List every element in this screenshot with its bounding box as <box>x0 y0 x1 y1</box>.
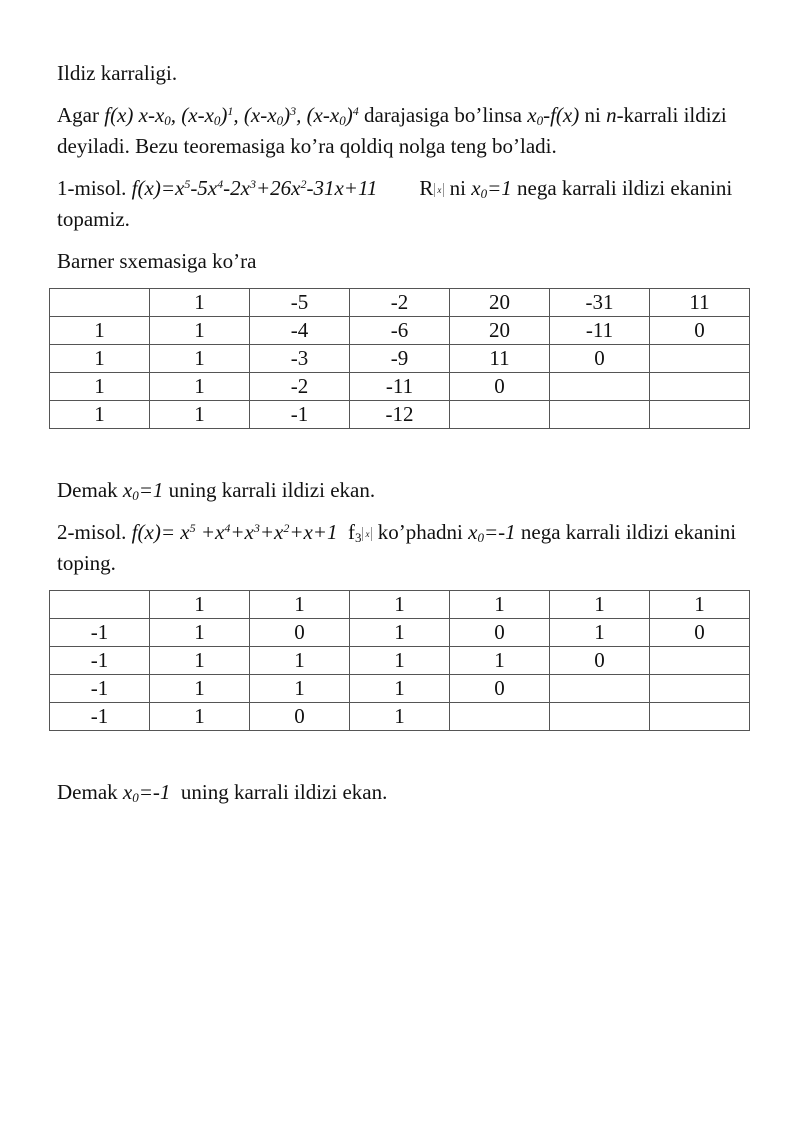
table-row <box>50 401 750 429</box>
table-cell <box>650 703 750 731</box>
table-cell: -2 <box>250 373 350 401</box>
table-cell: 20 <box>450 317 550 345</box>
table-cell: 20 <box>450 289 550 317</box>
table-cell: -1 <box>50 675 150 703</box>
table-cell: -1 <box>250 401 350 429</box>
document-page <box>57 58 757 819</box>
table-cell: -4 <box>250 317 350 345</box>
table-cell <box>650 401 750 429</box>
table-cell <box>550 373 650 401</box>
table-cell: 1 <box>150 675 250 703</box>
table-cell: 0 <box>450 619 550 647</box>
table-cell: -3 <box>250 345 350 373</box>
barner-caption: Barner sxemasiga ko’ra <box>57 249 257 273</box>
table-row <box>50 647 750 675</box>
table-cell: 1 <box>50 345 150 373</box>
table-cell: -9 <box>350 345 450 373</box>
table-cell: -6 <box>350 317 450 345</box>
example1-statement: 1-misol. $f(x)=x^5-5x^4-2x^3+26x^2-31x+11$ R x ni $x_0=1$ nega karrali ildizi ekanini topamiz. <box>57 176 733 231</box>
table-cell <box>650 647 750 675</box>
table-cell: -1 <box>50 703 150 731</box>
table-row <box>50 703 750 731</box>
table-cell <box>650 675 750 703</box>
table-cell: -11 <box>550 317 650 345</box>
table-row <box>50 619 750 647</box>
table-cell: 1 <box>450 591 550 619</box>
table-cell: 0 <box>450 675 550 703</box>
table-cell: 1 <box>150 345 250 373</box>
table-cell: 11 <box>650 289 750 317</box>
example2-conclusion: Demak $x_0=-1$ uning karrali ildizi ekan. <box>57 780 388 805</box>
table-cell: 1 <box>550 591 650 619</box>
table-row <box>50 373 750 401</box>
table-cell <box>50 591 150 619</box>
example2-statement: 2-misol. $f(x)= x^5 +x^4+x^3+x^2+x+1$ $f_3$ x ko’phadni $x_0=-1$ nega karrali ildizi ekanini toping. <box>57 520 737 575</box>
table-row <box>50 345 750 373</box>
table-cell: 11 <box>450 345 550 373</box>
table-cell: 1 <box>350 591 450 619</box>
table-cell: 1 <box>150 289 250 317</box>
table-cell <box>650 345 750 373</box>
table-cell: 1 <box>50 401 150 429</box>
table-cell: 1 <box>150 591 250 619</box>
table-cell <box>650 373 750 401</box>
table-cell: 1 <box>50 317 150 345</box>
table-row <box>50 591 750 619</box>
table-cell: 0 <box>250 703 350 731</box>
table-cell: 1 <box>250 591 350 619</box>
table-cell: 1 <box>350 703 450 731</box>
table-cell: 1 <box>350 647 450 675</box>
table-cell: -2 <box>350 289 450 317</box>
table-cell: 1 <box>50 373 150 401</box>
table-cell: 1 <box>250 675 350 703</box>
table-cell: 0 <box>450 373 550 401</box>
table-cell <box>550 401 650 429</box>
table-cell: -12 <box>350 401 450 429</box>
table-cell: 1 <box>150 703 250 731</box>
table-cell: -11 <box>350 373 450 401</box>
table-cell: 1 <box>650 591 750 619</box>
table-cell <box>450 401 550 429</box>
table-cell: -1 <box>50 647 150 675</box>
table-cell <box>50 289 150 317</box>
table-cell <box>550 675 650 703</box>
table-cell: 0 <box>550 345 650 373</box>
example1-conclusion: Demak $x_0=1$ uning karrali ildizi ekan. <box>57 478 376 503</box>
table-row <box>50 675 750 703</box>
table-cell <box>450 703 550 731</box>
table-cell: 0 <box>250 619 350 647</box>
table-row <box>50 289 750 317</box>
table-cell: 0 <box>650 317 750 345</box>
horner-table-2 <box>49 590 750 731</box>
x-box-glyph: x <box>434 183 444 197</box>
table-cell: -5 <box>250 289 350 317</box>
intro-paragraph: Agar f(x) $x-x_0$, $(x-x_0)^1$, $(x-x_0)^3$, $(x-x_0)^4$ darajasiga bo’linsa $x_0-f(x)$ ni n-karrali ildizi deyiladi. Bezu teoremasiga ko’ra qoldiq nolga teng bo’ladi. <box>57 103 727 158</box>
table-row <box>50 317 750 345</box>
table-cell: 1 <box>550 619 650 647</box>
table-cell: 1 <box>250 647 350 675</box>
table-cell: 0 <box>550 647 650 675</box>
table-cell: 1 <box>150 619 250 647</box>
table-cell: 1 <box>150 401 250 429</box>
table-cell: 1 <box>150 647 250 675</box>
table-cell: -31 <box>550 289 650 317</box>
table-cell: 1 <box>350 619 450 647</box>
table-cell: 1 <box>150 373 250 401</box>
table-cell: 1 <box>450 647 550 675</box>
table-cell: -1 <box>50 619 150 647</box>
horner-table-1 <box>49 288 750 429</box>
x-box-glyph: x <box>362 527 372 541</box>
table-cell: 1 <box>350 675 450 703</box>
table-cell: 1 <box>150 317 250 345</box>
section-heading: Ildiz karraligi. <box>57 61 178 85</box>
table-cell: 0 <box>650 619 750 647</box>
table-cell <box>550 703 650 731</box>
